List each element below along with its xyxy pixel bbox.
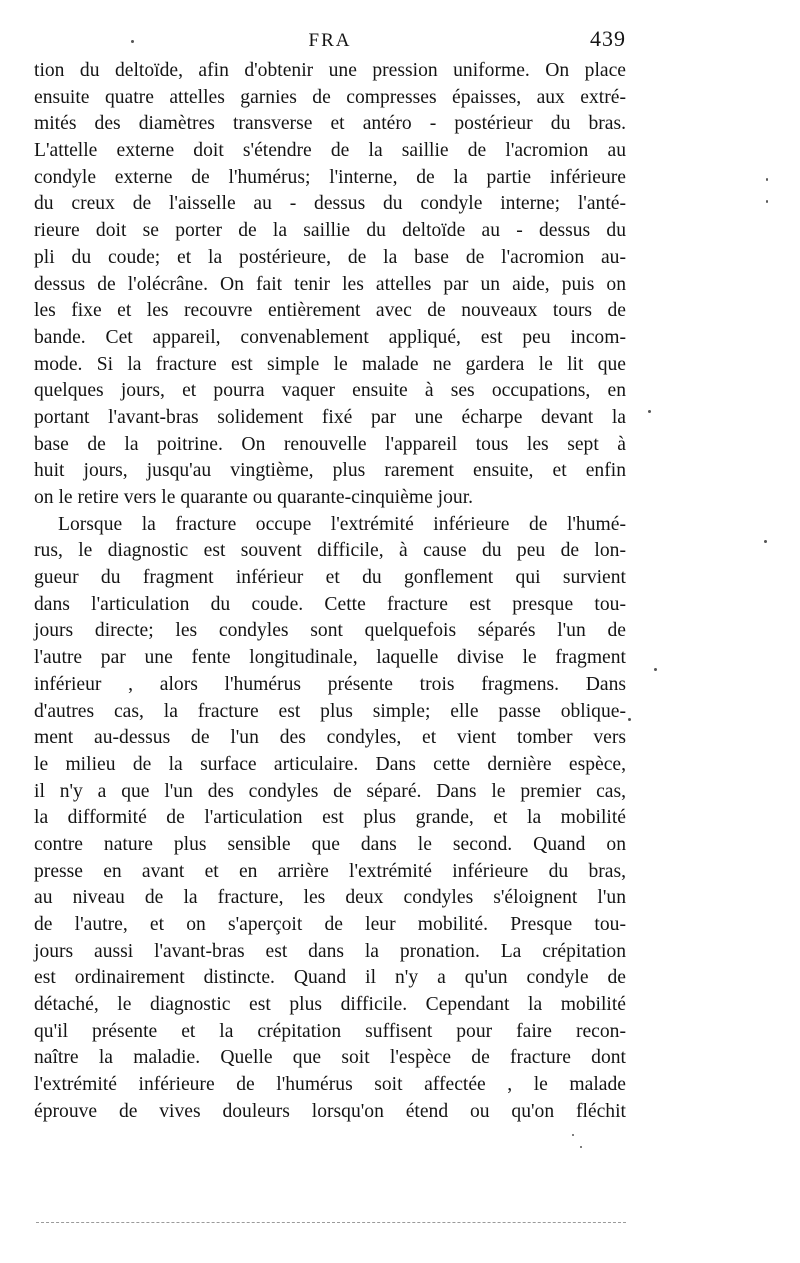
text-line: éprouve de vives douleurs lorsqu'on étend ou qu'on fléchit bbox=[34, 1100, 626, 1122]
text-line: mités des diamètres transverse et antéro - postérieur du bras. bbox=[34, 113, 626, 135]
text-line: L'attelle externe doit s'étendre de la saillie de l'acromion au bbox=[34, 140, 626, 162]
text-line: inférieur , alors l'humérus présente trois fragmens. Dans bbox=[34, 673, 626, 695]
text-line: de l'autre, et on s'aperçoit de leur mobilité. Presque tou- bbox=[34, 914, 626, 935]
text-line: presse en avant et en arrière l'extrémité inférieure du bras, bbox=[34, 860, 626, 882]
scan-speck bbox=[628, 718, 631, 721]
text-line: bande. Cet appareil, convenablement appliqué, est peu incom- bbox=[34, 326, 626, 348]
page-header bbox=[34, 24, 626, 54]
scan-speck bbox=[766, 178, 768, 181]
scan-speck bbox=[131, 40, 134, 43]
text-line: rus, le diagnostic est souvent difficile, à cause du peu de lon- bbox=[34, 540, 626, 562]
text-line: dans l'articulation du coude. Cette fracture est presque tou- bbox=[34, 593, 626, 615]
scan-speck bbox=[648, 410, 651, 413]
text-line: quelques jours, et pourra vaquer ensuite à ses occupations, en bbox=[34, 380, 626, 402]
scan-speck bbox=[572, 1134, 574, 1136]
scan-speck bbox=[766, 200, 768, 203]
text-line: jours directe; les condyles sont quelquefois séparés l'un de bbox=[34, 620, 626, 642]
text-line: qu'il présente et la crépitation suffisent pour faire recon- bbox=[34, 1020, 626, 1042]
running-head: FRA bbox=[308, 30, 352, 51]
body-text bbox=[34, 58, 626, 1126]
scan-speck bbox=[764, 540, 767, 543]
text-line: il n'y a que l'un des condyles de séparé. Dans le premier cas, bbox=[34, 780, 626, 802]
text-line: l'autre par une fente longitudinale, laquelle divise le fragment bbox=[34, 647, 626, 669]
text-line: pli du coude; et la postérieure, de la base de l'acromion au- bbox=[34, 246, 626, 268]
text-line: le milieu de la surface articulaire. Dans cette dernière espèce, bbox=[34, 753, 626, 775]
text-line: l'extrémité inférieure de l'humérus soit affectée , le malade bbox=[34, 1074, 626, 1096]
text-line: du creux de l'aisselle au - dessus du condyle interne; l'anté- bbox=[34, 193, 626, 215]
text-line: jours aussi l'avant-bras est dans la pronation. La crépitation bbox=[34, 940, 626, 962]
page-number: 439 bbox=[590, 26, 626, 51]
bottom-dotted-rule bbox=[36, 1222, 626, 1223]
scan-speck bbox=[654, 668, 657, 671]
text-line: ment au-dessus de l'un des condyles, et vient tomber vers bbox=[34, 727, 626, 749]
text-line: rieure doit se porter de la saillie du deltoïde au - dessus du bbox=[34, 220, 626, 242]
scan-speck bbox=[580, 1146, 582, 1148]
paragraph-end-line: on le retire vers le quarante ou quarante-cinquième jour. bbox=[34, 487, 474, 508]
text-line: d'autres cas, la fracture est plus simple; elle passe oblique- bbox=[34, 700, 626, 722]
text-line: naître la maladie. Quelle que soit l'espèce de fracture dont bbox=[34, 1047, 626, 1069]
text-line: dessus de l'olécrâne. On fait tenir les attelles par un aide, puis on bbox=[34, 273, 626, 295]
text-line: gueur du fragment inférieur et du gonflement qui survient bbox=[34, 567, 626, 589]
text-line: contre nature plus sensible que dans le second. Quand on bbox=[34, 833, 626, 855]
text-line: condyle externe de l'humérus; l'interne, de la partie inférieure bbox=[34, 166, 626, 188]
text-line: ensuite quatre attelles garnies de compresses épaisses, aux extré- bbox=[34, 86, 626, 108]
text-line: les fixe et les recouvre entièrement avec de nouveaux tours de bbox=[34, 300, 626, 322]
text-line: huit jours, jusqu'au vingtième, plus rarement ensuite, et enfin bbox=[34, 460, 626, 482]
text-line: au niveau de la fracture, les deux condyles s'éloignent l'un bbox=[34, 887, 626, 909]
text-line: tion du deltoïde, afin d'obtenir une pression uniforme. On place bbox=[34, 60, 626, 81]
text-line: base de la poitrine. On renouvelle l'appareil tous les sept à bbox=[34, 433, 626, 455]
text-line: est ordinairement distincte. Quand il n'y a qu'un condyle de bbox=[34, 967, 626, 989]
text-line: portant l'avant-bras solidement fixé par une écharpe devant la bbox=[34, 406, 626, 428]
text-line: la difformité de l'articulation est plus grande, et la mobilité bbox=[34, 807, 626, 829]
text-line: détaché, le diagnostic est plus difficile. Cependant la mobilité bbox=[34, 994, 626, 1016]
text-line: mode. Si la fracture est simple le malade ne gardera le lit que bbox=[34, 353, 626, 375]
paragraph-start-line: Lorsque la fracture occupe l'extrémité inférieure de l'humé- bbox=[58, 513, 626, 535]
